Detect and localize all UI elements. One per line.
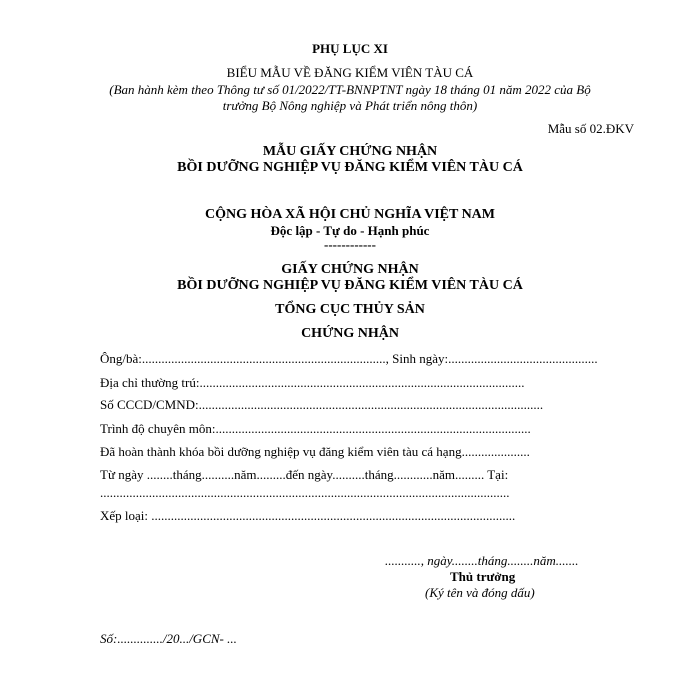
name-birthdate-field[interactable]: Ông/bà:..........................................................................., Sinh ngày:.............................................. <box>100 351 598 366</box>
motto-divider: ------------ <box>324 237 376 252</box>
sample-title-2: BỒI DƯỠNG NGHIỆP VỤ ĐĂNG KIỂM VIÊN TÀU CÁ <box>177 160 523 175</box>
signature-note: (Ký tên và đóng dấu) <box>425 585 535 600</box>
completed-course-field[interactable]: Đã hoàn thành khóa bồi dưỡng nghiệp vụ đăng kiểm viên tàu cá hạng..................... <box>100 444 530 459</box>
form-title: BIỂU MẪU VỀ ĐĂNG KIỂM VIÊN TÀU CÁ <box>226 65 474 80</box>
period-field[interactable]: Từ ngày ........tháng..........năm.........đến ngày..........tháng............năm......... Tại: <box>100 467 509 482</box>
national-motto: Độc lập - Tự do - Hạnh phúc <box>270 223 430 238</box>
certificate-title-1: GIẤY CHỨNG NHẬN <box>281 262 419 277</box>
sample-title-1: MẪU GIẤY CHỨNG NHẬN <box>262 144 438 159</box>
certificate-number: Số:............../20.../GCN- ... <box>100 631 237 646</box>
signature-date: ..........., ngày........tháng........năm....... <box>385 553 579 568</box>
appendix-title: PHỤ LỤC XI <box>312 41 388 56</box>
address-field[interactable]: Địa chỉ thường trú:.................................................................................................... <box>100 375 525 390</box>
certifies-heading: CHỨNG NHẬN <box>301 326 399 341</box>
issued-note-line-1: (Ban hành kèm theo Thông tư số 01/2022/TT-BNNPTNT ngày 18 tháng 01 năm 2022 của Bộ <box>109 82 591 97</box>
location-field[interactable]: .............................................................................................................................. <box>100 485 510 500</box>
form-number: Mẫu số 02.ĐKV <box>547 121 634 136</box>
issuer-name: TỔNG CỤC THỦY SẢN <box>275 302 425 317</box>
rating-field[interactable]: Xếp loại: ................................................................................................................ <box>100 508 516 523</box>
qualification-field[interactable]: Trình độ chuyên môn:................................................................................................. <box>100 421 531 436</box>
id-number-field[interactable]: Số CCCD/CMND:.......................................................................................................... <box>100 397 544 412</box>
issued-note-line-2: trưởng Bộ Nông nghiệp và Phát triển nông thôn) <box>222 98 478 113</box>
certificate-title-2: BỒI DƯỠNG NGHIỆP VỤ ĐĂNG KIỂM VIÊN TÀU CÁ <box>177 278 523 293</box>
country-name: CỘNG HÒA XÃ HỘI CHỦ NGHĨA VIỆT NAM <box>204 207 495 222</box>
signature-title: Thủ trưởng <box>450 569 516 584</box>
